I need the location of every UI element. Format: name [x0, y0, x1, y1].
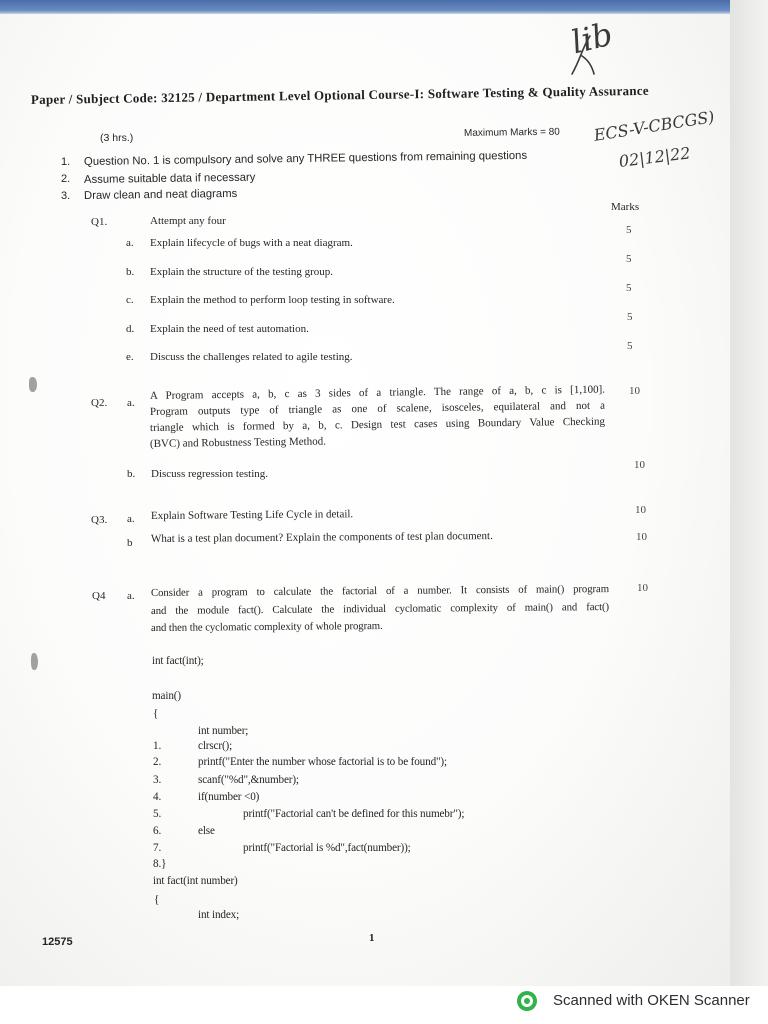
marks-column-heading: Marks	[611, 201, 640, 213]
question-marks: 10	[635, 504, 646, 516]
code-line: int fact(int number)	[153, 875, 238, 887]
question-part-text-line: triangle which is formed by a, b, c. Design test cases using Boundary Value Checking	[149, 415, 606, 434]
code-line-number: 4.	[153, 791, 162, 803]
question-part-letter: a.	[127, 590, 135, 602]
code-line: main()	[152, 690, 181, 702]
code-line: if(number <0)	[198, 791, 260, 803]
question-part-text: Explain the need of test automation.	[150, 323, 309, 335]
question-part-text-line: Consider a program to calculate the factorial of a number. It consists of main() program	[150, 583, 610, 599]
instruction-text: Assume suitable data if necessary	[83, 171, 256, 186]
handwritten-date: 02|12|22	[617, 143, 692, 171]
code-line-number: 1.	[153, 740, 162, 752]
instruction-text: Draw clean and neat diagrams	[83, 187, 238, 202]
question-prompt: Attempt any four	[150, 215, 226, 227]
code-line-number: 5.	[153, 808, 162, 820]
code-line-number: 6.	[153, 825, 162, 837]
code-prototype: int fact(int);	[152, 655, 204, 667]
question-part-letter: a.	[127, 397, 135, 409]
question-part-text-line: and the module fact(). Calculate the individual cyclomatic complexity of main() and fact()	[150, 601, 610, 617]
question-part-text-line: What is a test plan document? Explain the components of test plan document.	[150, 530, 493, 545]
question-part-text-line: Discuss regression testing.	[151, 468, 269, 480]
handwritten-flourish	[566, 30, 646, 80]
page-edge-mark	[29, 377, 37, 392]
instruction-number: 1.	[61, 156, 71, 168]
code-line: printf("Enter the number whose factorial is to be found");	[198, 756, 447, 768]
question-label: Q3.	[91, 514, 108, 526]
question-part-letter: b.	[127, 468, 136, 480]
question-marks: 5	[627, 340, 633, 352]
question-part-text-line: A Program accepts a, b, c as 3 sides of a triangle. The range of a, b, c is [1,100].	[149, 383, 606, 402]
code-line: scanf("%d",&number);	[198, 774, 299, 786]
code-line-number: 2.	[153, 756, 162, 768]
question-part-text: Discuss the challenges related to agile testing.	[150, 351, 353, 363]
question-marks: 10	[629, 385, 640, 397]
question-marks: 10	[634, 459, 645, 471]
exam-duration: (3 hrs.)	[100, 132, 134, 144]
question-part-letter: a.	[126, 237, 134, 249]
handwritten-top-note: lib	[567, 14, 617, 62]
handwritten-course-code: ECS-V-CBCGS)	[592, 107, 716, 145]
question-part-letter: b	[127, 537, 133, 549]
code-line: int index;	[198, 909, 240, 921]
code-line: {	[154, 894, 160, 906]
scanner-top-band	[0, 0, 730, 14]
page-edge-mark	[31, 653, 38, 670]
question-label: Q2.	[91, 397, 108, 409]
question-marks: 5	[626, 282, 632, 294]
question-part-letter: d.	[126, 323, 135, 335]
page-number: 1	[369, 932, 375, 944]
question-part-letter: c.	[126, 294, 134, 306]
paper-code-footer: 12575	[42, 936, 73, 948]
instruction-text: Question No. 1 is compulsory and solve any THREE questions from remaining questions	[83, 149, 528, 168]
maximum-marks: Maximum Marks = 80	[463, 126, 560, 139]
question-marks: 5	[626, 253, 632, 265]
question-part-letter: a.	[127, 513, 135, 525]
code-line: clrscr();	[198, 740, 233, 752]
question-part-text-line: (BVC) and Robustness Testing Method.	[149, 435, 327, 450]
code-line: {	[153, 708, 159, 720]
scanner-watermark-label: Scanned with OKEN Scanner	[553, 992, 750, 1009]
instruction-number: 2.	[61, 173, 71, 185]
question-part-text: Explain the structure of the testing group.	[150, 266, 333, 278]
scan-background-margin	[730, 0, 768, 986]
code-line-number: 8.}	[153, 858, 167, 870]
question-marks: 5	[627, 311, 633, 323]
paper-title: Paper / Subject Code: 32125 / Department Level Optional Course-I: Software Testing & Quality Assurance	[30, 82, 649, 107]
question-marks: 10	[636, 531, 647, 543]
code-line-number: 3.	[153, 774, 162, 786]
question-marks: 10	[637, 582, 648, 594]
question-part-letter: e.	[126, 351, 134, 363]
question-part-text-line: and then the cyclomatic complexity of whole program.	[150, 619, 383, 634]
code-line: int number;	[198, 725, 249, 737]
instruction-number: 3.	[61, 190, 71, 202]
question-part-text-line: Program outputs type of triangle as one of scalene, isosceles, equilateral and not a	[149, 399, 606, 418]
question-part-text: Explain the method to perform loop testing in software.	[150, 294, 395, 306]
question-part-text-line: Explain Software Testing Life Cycle in detail.	[150, 508, 354, 522]
question-part-text: Explain lifecycle of bugs with a neat diagram.	[150, 237, 353, 249]
question-marks: 5	[626, 224, 632, 236]
question-part-letter: b.	[126, 266, 135, 278]
code-line: printf("Factorial can't be defined for this numebr");	[243, 808, 465, 820]
oken-scanner-logo-icon	[516, 990, 538, 1012]
code-line: printf("Factorial is %d",fact(number));	[243, 842, 411, 854]
question-label: Q1.	[91, 216, 108, 228]
question-label: Q4	[92, 590, 106, 602]
code-line: else	[198, 825, 215, 837]
code-line-number: 7.	[153, 842, 162, 854]
